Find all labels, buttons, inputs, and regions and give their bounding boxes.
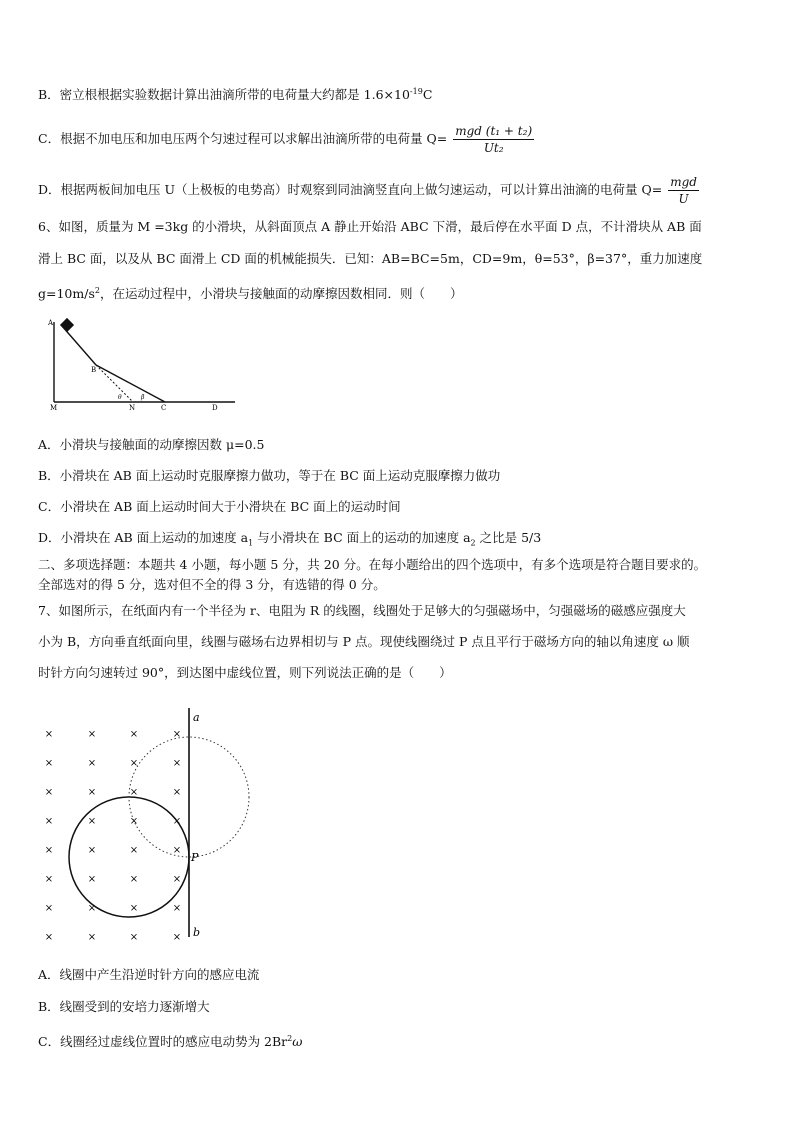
magnetic-field-crosses xyxy=(45,729,181,943)
field-cross-mark: × xyxy=(172,729,182,740)
field-cross-mark: × xyxy=(87,932,97,943)
q6-stem-line2: 滑上 BC 面，以及从 BC 面滑上 CD 面的机械能损失．已知：AB=BC=5m，CD=9m，θ=53°，β=37°，重力加速度 xyxy=(38,251,703,266)
q5-option-d: D．根据两板间加电压 U（上极板的电势高）时观察到同油滴竖直向上做匀速运动，可以计算出油滴的电荷量 Q= $\frac{\text{mgd}}{U}$ xyxy=(38,175,697,206)
field-cross-mark: × xyxy=(87,787,97,798)
label-theta: θ xyxy=(118,394,122,401)
field-cross-mark: × xyxy=(87,845,97,856)
q7-stem-line2: 小为 B，方向垂直纸面向里，线圈与磁场右边界相切与 P 点。现使线圈绕过 P 点且平行于磁场方向的轴以角速度 ω 顺 xyxy=(38,634,690,649)
q5-option-c: C．根据不加电压和加电压两个匀速过程可以求解出油滴所带的电荷量 Q= $\frac{\text{mgd (t₁ + t₂)}}{\text{Ut₂}}$ xyxy=(38,124,533,155)
q6-stem-line1: 6、如图，质量为 M =3kg 的小滑块，从斜面顶点 A 静止开始沿 ABC 下滑，最后停在水平面 D 点，不计滑块从 AB 面 xyxy=(38,219,702,234)
q7-stem-line3: 时针方向匀速转过 90°，到达图中虚线位置，则下列说法正确的是（ ） xyxy=(38,665,452,680)
q7-magnetic-field-figure xyxy=(40,705,260,945)
label-m: M xyxy=(50,404,58,412)
q7-option-b: B．线圈受到的安培力逐渐增大 xyxy=(38,999,210,1014)
field-cross-mark: × xyxy=(129,787,139,798)
q6-option-d: D．小滑块在 AB 面上运动的加速度 $a_1$ 与小滑块在 BC 面上的运动的加速度 $a_2$ 之比是 5/3 xyxy=(38,530,542,548)
field-cross-mark: × xyxy=(44,816,54,827)
field-cross-mark: × xyxy=(87,816,97,827)
field-cross-mark: × xyxy=(129,874,139,885)
section2-line1: 二、多项选择题：本题共 4 小题，每小题 5 分，共 20 分。在每小题给出的四个选项中，有多个选项是符合题目要求的。 xyxy=(38,557,707,572)
label-a: a xyxy=(193,711,200,724)
label-a: A xyxy=(48,319,54,327)
label-beta: β xyxy=(141,394,145,401)
field-cross-mark: × xyxy=(87,874,97,885)
field-cross-mark: × xyxy=(129,729,139,740)
field-cross-mark: × xyxy=(172,816,182,827)
field-cross-mark: × xyxy=(44,729,54,740)
field-cross-mark: × xyxy=(44,787,54,798)
label-p: P xyxy=(191,851,199,864)
q6-slope-figure xyxy=(40,312,250,422)
field-cross-mark: × xyxy=(44,845,54,856)
q7-option-c: C．线圈经过虚线位置时的感应电动势为 2Br$^2$ω xyxy=(38,1034,303,1050)
field-cross-mark: × xyxy=(172,932,182,943)
field-cross-mark: × xyxy=(172,874,182,885)
field-cross-mark: × xyxy=(44,903,54,914)
field-cross-mark: × xyxy=(44,758,54,769)
label-c: C xyxy=(161,404,167,412)
q5-option-c-fraction: $\frac{\text{mgd (t₁ + t₂)}}{\text{Ut₂}}$ xyxy=(455,124,533,155)
q6-stem-line3: $g=10m/s^2$，在运动过程中，小滑块与接触面的动摩擦因数相同．则（ ） xyxy=(38,286,463,302)
slider-block-icon xyxy=(60,318,74,332)
field-cross-mark: × xyxy=(129,758,139,769)
label-d: D xyxy=(212,404,218,412)
field-cross-mark: × xyxy=(129,845,139,856)
q5-option-d-fraction: $\frac{\text{mgd}}{U}$ xyxy=(670,175,697,206)
field-cross-mark: × xyxy=(87,903,97,914)
label-b: B xyxy=(91,366,97,374)
q6-option-c: C．小滑块在 AB 面上运动时间大于小滑块在 BC 面上的运动时间 xyxy=(38,499,401,514)
q6-option-a: A．小滑块与接触面的动摩擦因数 μ=0.5 xyxy=(38,437,265,452)
field-cross-mark: × xyxy=(44,932,54,943)
field-cross-mark: × xyxy=(129,903,139,914)
label-n: N xyxy=(129,404,136,412)
label-b: b xyxy=(193,926,201,939)
field-cross-mark: × xyxy=(44,874,54,885)
q7-option-a: A．线圈中产生沿逆时针方向的感应电流 xyxy=(38,967,260,982)
field-cross-mark: × xyxy=(87,758,97,769)
field-cross-mark: × xyxy=(172,787,182,798)
field-cross-mark: × xyxy=(87,729,97,740)
coil-initial-circle xyxy=(69,797,189,917)
q5-option-b: B．密立根根据实验数据计算出油滴所带的电荷量大约都是 $1.6\times 10^{-19}C$ xyxy=(38,87,433,103)
field-cross-mark: × xyxy=(172,758,182,769)
field-cross-mark: × xyxy=(172,845,182,856)
q6-option-b: B．小滑块在 AB 面上运动时克服摩擦力做功，等于在 BC 面上运动克服摩擦力做功 xyxy=(38,468,501,483)
section2-line2: 全部选对的得 5 分，选对但不全的得 3 分，有选错的得 0 分。 xyxy=(38,577,386,592)
q7-stem-line1: 7、如图所示，在纸面内有一个半径为 r、电阻为 R 的线圈，线圈处于足够大的匀强磁场中，匀强磁场的磁感应强度大 xyxy=(38,603,686,618)
field-cross-mark: × xyxy=(129,816,139,827)
field-cross-mark: × xyxy=(172,903,182,914)
field-cross-mark: × xyxy=(129,932,139,943)
